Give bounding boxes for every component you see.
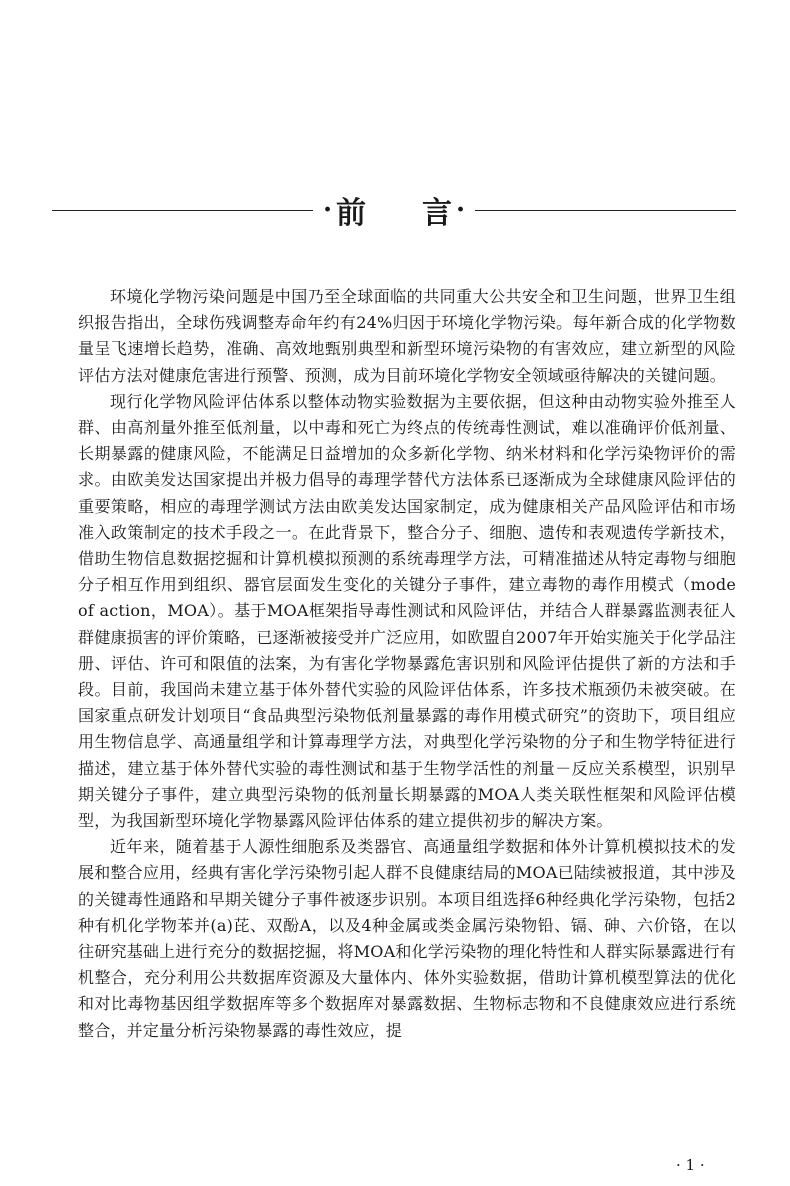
page-title xyxy=(313,188,475,232)
paragraph-1: 环境化学物污染问题是中国乃至全球面临的共同重大公共安全和卫生问题，世界卫生组织报告指出，全球伤残调整寿命年约有24%归因于环境化学物污染。每年新合成的化学物数量呈飞速增长趋势，准确、高效地甄别典型和新型环境污染物的有害效应，建立新型的风险评估方法对健康危害进行预警、预测，成为目前环境化学物安全领域亟待解决的关键问题。 xyxy=(78,287,736,385)
body-text xyxy=(78,284,736,1044)
heading-char-2: 言 xyxy=(422,196,452,231)
heading-char-1: 前 xyxy=(336,196,366,231)
paragraph-2: 现行化学物风险评估体系以整体动物实验数据为主要依据，但这种由动物实验外推至人群、由高剂量外推至低剂量，以中毒和死亡为终点的传统毒性测试，难以准确评价低剂量、长期暴露的健康风险，不能满足日益增加的众多新化学物、纳米材料和化学污染物评价的需求。由欧美发达国家提出并极力倡导的毒理学替代方法体系已逐渐成为全球健康风险评估的重要策略，相应的毒理学测试方法由欧美发达国家制定，成为健康相关产品风险评估和市场准入政策制定的技术手段之一。在此背景下，整合分子、细胞、遗传和表观遗传学新技术，借助生物信息数据挖掘和计算机模拟预测的系统毒理学方法，可精准描述从特定毒物与细胞分子相互作用到组织、器官层面发生变化的关键分子事件，建立毒物的毒作用模式（mode of action，MOA）。基于MOA框架指导毒性测试和风险评估，并结合人群暴露监测表征人群健康损害的评价策略，已逐渐被接受并广泛应用，如欧盟自2007年开始实施关于化学品注册、评估、许可和限值的法案，为有害化学物暴露危害识别和风险评估提供了新的方法和手段。目前，我国尚未建立基于体外替代实验的风险评估体系，许多技术瓶颈仍未被突破。在国家重点研发计划项目“食品典型污染物低剂量暴露的毒作用模式研究”的资助下，项目组应用生物信息学、高通量组学和计算毒理学方法，对典型化学污染物的分子和生物学特征进行描述，建立基于体外替代实验的毒性测试和基于生物学活性的剂量－反应关系模型，识别早期关键分子事件，建立典型污染物的低剂量长期暴露的MOA人类关联性框架和风险评估模型，为我国新型环境化学物暴露风险评估体系的建立提供初步的解决方案。 xyxy=(78,391,736,831)
heading-dot-left: · xyxy=(322,195,332,225)
heading-rule-left xyxy=(52,210,313,211)
heading-dot-right: · xyxy=(456,195,466,225)
heading-rule-right xyxy=(475,210,736,211)
paragraph-3: 近年来，随着基于人源性细胞系及类器官、高通量组学数据和体外计算机模拟技术的发展和整合应用，经典有害化学污染物引起人群不良健康结局的MOA已陆续被报道，其中涉及的关键毒性通路和早期关键分子事件被逐步识别。本项目组选择6种经典化学污染物，包括2种有机化学物苯并(a)芘、双酚A，以及4种金属或类金属污染物铅、镉、砷、六价铬，在以往研究基础上进行充分的数据挖掘，将MOA和化学污染物的理化特性和人群实际暴露进行有机整合，充分利用公共数据库资源及大量体内、体外实验数据，借助计算机模型算法的优化和对比毒物基因组学数据库等多个数据库对暴露数据、生物标志物和不良健康效应进行系统整合，并定量分析污染物暴露的毒性效应，提 xyxy=(78,837,736,1040)
heading-row xyxy=(52,190,736,230)
page-number: · 1 · xyxy=(676,1156,705,1174)
